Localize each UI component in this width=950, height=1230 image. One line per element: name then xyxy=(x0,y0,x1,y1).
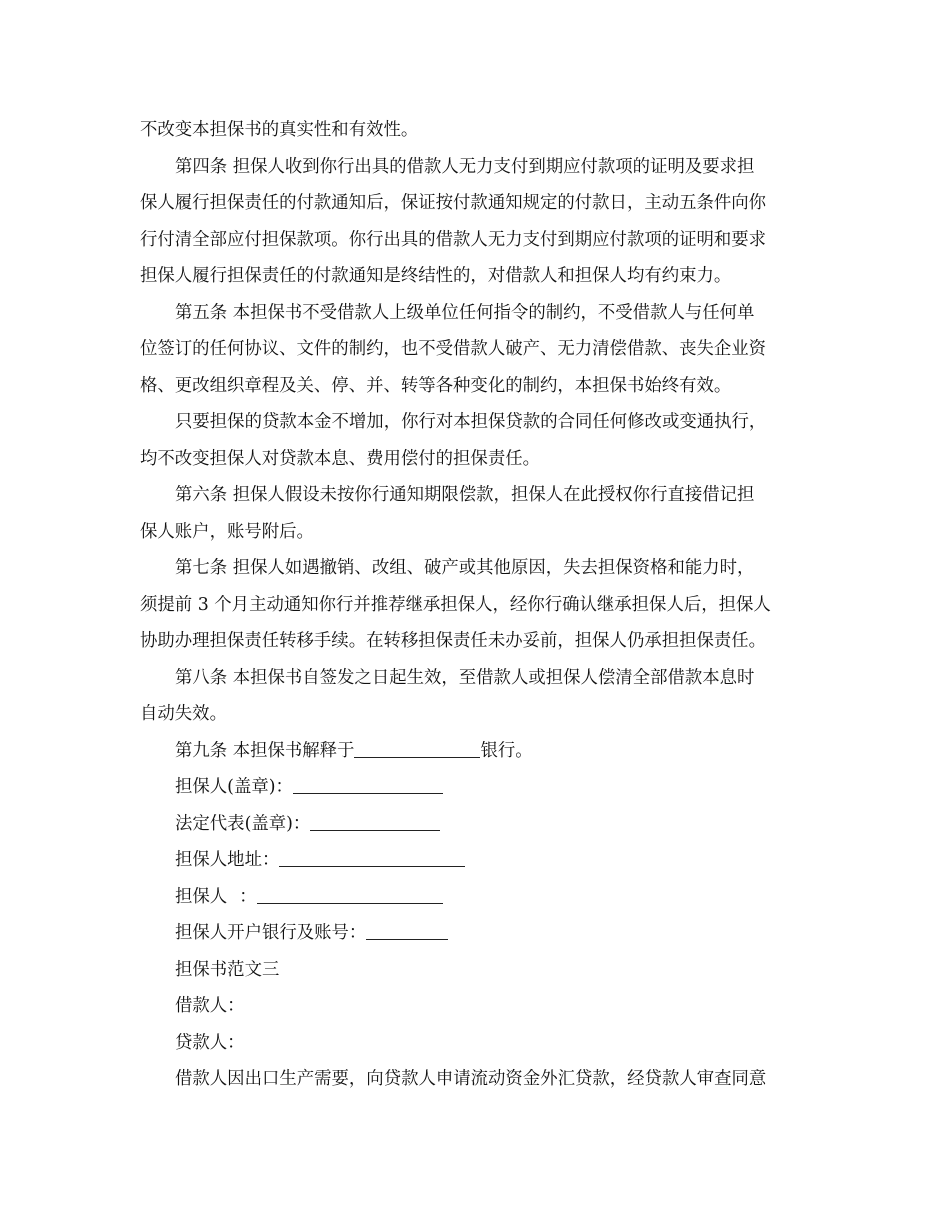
article-4-line: 第四条 担保人收到你行出具的借款人无力支付到期应付款项的证明及要求担 xyxy=(175,156,755,177)
article-9-text: 第九条 本担保书解释于 xyxy=(175,740,355,761)
article-4-line: 担保人履行担保责任的付款通知是终结性的，对借款人和担保人均有约束力。 xyxy=(140,266,732,286)
section-3-paragraph-line: 借款人因出口生产需要，向贷款人申请流动资金外汇贷款，经贷款人审查同意 xyxy=(175,1069,767,1089)
article-7-line: 协助办理担保责任转移手续。在转移担保责任未办妥前，担保人仍承担担保责任。 xyxy=(140,631,767,651)
article-4-line: 保人履行担保责任的付款通知后，保证按付款通知规定的付款日，主动五条件向你 xyxy=(140,193,767,213)
article-7-line: 须提前 3 个月主动通知你行并推荐继承担保人，经你行确认继承担保人后，担保人 xyxy=(140,594,771,615)
bank-account-label: 担保人开户银行及账号： xyxy=(175,923,367,943)
article-8-line: 自动失效。 xyxy=(140,704,227,724)
article-7-line: 第七条 担保人如遇撤销、改组、破产或其他原因，失去担保资格和能力时， xyxy=(175,558,755,578)
article-6-line: 保人账户，账号附后。 xyxy=(140,521,314,542)
legal-rep-line xyxy=(140,806,812,843)
guarantor-seal-line xyxy=(140,769,812,806)
bank-account-line xyxy=(140,915,812,952)
legal-rep-label: 法定代表(盖章)： xyxy=(175,813,311,834)
borrower-label: 借款人： xyxy=(175,996,245,1016)
address-line xyxy=(140,842,812,879)
article-8-line: 第八条 本担保书自签发之日起生效，至借款人或担保人偿清全部借款本息时 xyxy=(175,667,755,688)
article-5-line: 格、更改组织章程及关、停、并、转等各种变化的制约，本担保书始终有效。 xyxy=(140,375,732,396)
address-blank[interactable] xyxy=(279,848,465,867)
guarantor-person-label: 担保人 xyxy=(175,886,228,907)
legal-rep-blank[interactable] xyxy=(310,812,440,831)
article-5-line: 第五条 本担保书不受借款人上级单位任何指令的制约，不受借款人与任何单 xyxy=(175,302,755,323)
section-title: 担保书范文三 xyxy=(175,959,280,980)
article-6-line: 第六条 担保人假设未按你行通知期限偿款，担保人在此授权你行直接借记担 xyxy=(175,485,755,505)
guarantor-seal-label: 担保人(盖章)： xyxy=(175,777,293,797)
guarantor-person-colon: ： xyxy=(239,886,257,907)
guarantor-person-blank[interactable] xyxy=(257,885,443,904)
paragraph-line: 只要担保的贷款本金不增加，你行对本担保贷款的合同任何修改或变通执行， xyxy=(175,412,767,432)
article-5-line: 位签订的任何协议、文件的制约，也不受借款人破产、无力清偿借款、丧失企业资 xyxy=(140,339,767,359)
paragraph-line: 均不改变担保人对贷款本息、费用偿付的担保责任。 xyxy=(140,448,540,469)
article-4-line: 行付清全部应付担保款项。你行出具的借款人无力支付到期应付款项的证明和要求 xyxy=(140,229,767,250)
guarantor-seal-blank[interactable] xyxy=(293,775,443,794)
article-9-suffix: 银行。 xyxy=(480,740,533,761)
paragraph-line: 不改变本担保书的真实性和有效性。 xyxy=(140,120,419,140)
document-body xyxy=(140,112,812,1098)
lender-label: 贷款人： xyxy=(175,1032,245,1053)
article-9-line xyxy=(140,733,812,770)
bank-account-blank[interactable] xyxy=(366,921,448,940)
guarantor-person-line xyxy=(140,879,812,916)
bank-name-blank[interactable] xyxy=(354,739,480,758)
address-label: 担保人地址： xyxy=(175,850,280,870)
